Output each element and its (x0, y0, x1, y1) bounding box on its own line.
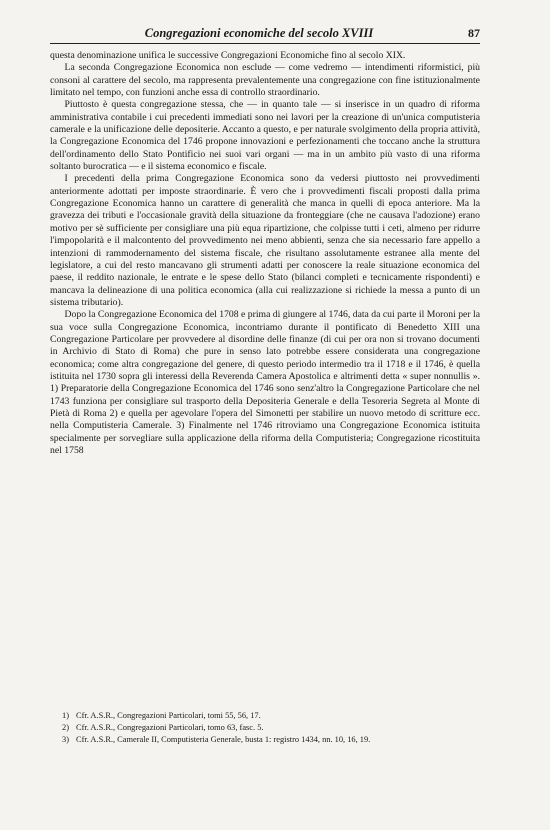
paragraph: Piuttosto è questa congregazione stessa, che — in quanto tale — si inserisce in un quadro di riforma amministrativa contabile i cui precedenti immediati sono nei lavori per la creazione di un'unica computisteria camerale e la unificazione delle depositerie. Accanto a questo, e per naturale svolgimento della propria attività, la Congregazione Economica del 1746 propone innovazioni e perfezionamenti che toccano anche la struttura dell'ordinamento dello Stato Pontificio nei suoi vari organi — ma in un ambito più vasto di una riforma soltanto burocratica — e il sistema economico e fiscale. (50, 99, 480, 173)
footnote-number: 2) (62, 723, 69, 732)
body-text (50, 50, 480, 457)
footnote (62, 722, 480, 734)
page (50, 26, 480, 457)
footnote-number: 1) (62, 711, 69, 720)
footnote-number: 3) (62, 735, 69, 744)
running-title: Congregazioni economiche del secolo XVIII (144, 26, 374, 40)
footnotes (62, 710, 480, 746)
footnote-text: Cfr. A.S.R., Congregazioni Particolari, tomo 63, fasc. 5. (76, 723, 264, 732)
footnote-text: Cfr. A.S.R., Congregazioni Particolari, tomi 55, 56, 17. (76, 711, 261, 720)
paragraph: I precedenti della prima Congregazione Economica sono da vedersi piuttosto nei provvedimenti anteriormente adottati per imposte straordinarie. È vero che i provvedimenti fiscali proposti dalla prima Congregazione Economica hanno un carattere di generalità che manca in quelli di epoca anteriore. Ma la gravezza dei tributi e l'occasionale gravità della situazione da fronteggiare (che ne causava l'adozione) erano motivo per sè sufficiente per consigliare una più equa ripartizione, che colpisse tutti i ceti, almeno per ridurre l'impopolarità e il malcontento del provvedimento nei meno abbienti, senza che sia necessario fare appello a intenzioni di rammodernamento del sistema fiscale, che risultano assolutamente estranee alla mente del legislatore, a cui del resto mancavano gli strumenti adatti per conoscere la reale situazione economica del paese, il reddito nazionale, le entrate e le spese dello Stato (bilanci completi e tecnicamente rispondenti) e mancava la delineazione di una politica economica (alla cui realizzazione si richiede la messa a punto di un sistema tributario). (50, 173, 480, 308)
footnote (62, 734, 480, 746)
footnote-text: Cfr. A.S.R., Camerale II, Computisteria Generale, busta 1: registro 1434, nn. 10, 16, 19. (76, 735, 371, 744)
paragraph: Dopo la Congregazione Economica del 1708 e prima di giungere al 1746, data da cui parte il Moroni per la sua voce sulla Congregazione Economica, incontriamo durante il pontificato di Benedetto XIII una Congregazione Particolare per provvedere al disordine delle finanze (di cui per ora non si trovano documenti in Archivio di Stato di Roma) che pure in senso lato potrebbe essere considerata una congregazione economica; come altra congregazione del genere, di questo periodo intermedio tra il 1718 e il 1746, è quella istituita nel 1730 sopra gli interessi della Reverenda Camera Apostolica e altrimenti detta « super nonnullis ». 1) Preparatorie della Congregazione Economica del 1746 sono senz'altro la Congregazione Particolare che nel 1743 funziona per consigliare sul trasporto della Depositeria Generale e della Tesoreria Segreta al Monte di Pietà di Roma 2) e quella per agevolare l'opera del Simonetti per stabilire un nuovo metodo di scritture ecc. nella Computisteria Camerale. 3) Finalmente nel 1746 ritroviamo una Congregazione Economica istituita specialmente per sorvegliare sulla applicazione della riforma della Computisteria; Congregazione ricostituita nel 1758 (50, 309, 480, 456)
paragraph: questa denominazione unifica le successive Congregazioni Economiche fino al secolo XIX. (50, 50, 406, 61)
footnote (62, 710, 480, 722)
running-header (50, 26, 480, 44)
paragraph: La seconda Congregazione Economica non esclude — come vedremo — intendimenti riformistici, più consoni al carattere del secolo, ma rappresenta prevalentemente una congregazione con fine istituzionalmente limitato nel tempo, con funzioni anche essa di controllo straordinario. (50, 62, 480, 99)
page-number: 87 (468, 26, 480, 40)
